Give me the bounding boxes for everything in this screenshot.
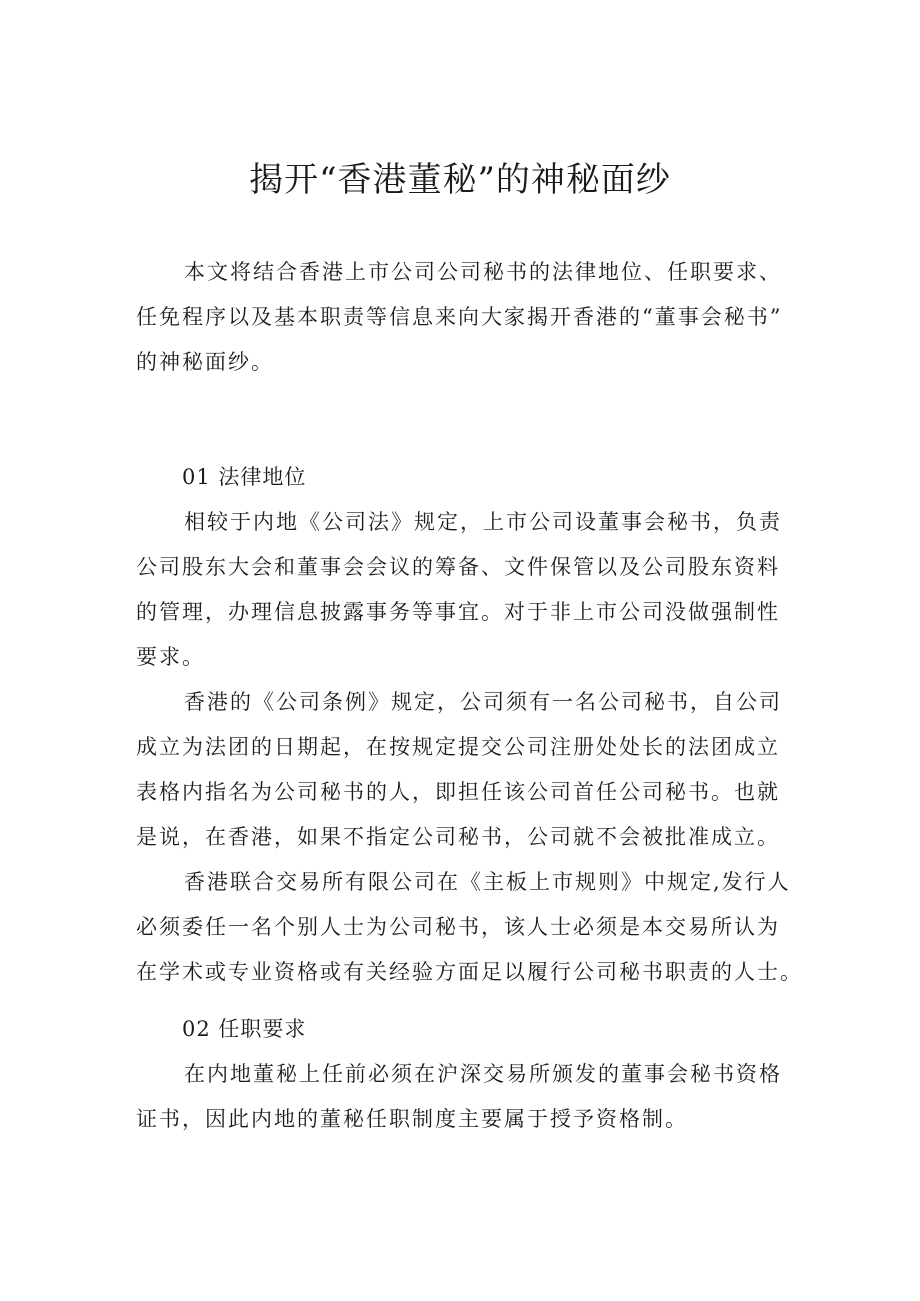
- paragraph: [136, 500, 796, 680]
- text-line: 的神秘面纱。: [136, 350, 274, 374]
- text-line: 本文将结合香港上市公司公司秘书的法律地位、任职要求、: [184, 260, 782, 284]
- text-line: 表格内指名为公司秘书的人，即担任该公司首任公司秘书。也就: [136, 780, 780, 804]
- text-line: 在内地董秘上任前必须在沪深交易所颁发的董事会秘书资格: [184, 1062, 782, 1086]
- document-title: 揭开“香港董秘”的神秘面纱: [249, 160, 671, 200]
- text-line: 任免程序以及基本职责等信息来向大家揭开香港的“董事会秘书”: [136, 305, 783, 329]
- text-line: 在学术或专业资格或有关经验方面足以履行公司秘书职责的人士。: [136, 960, 803, 984]
- paragraph: [136, 1052, 796, 1142]
- paragraph: [136, 680, 796, 860]
- intro-paragraph: [136, 250, 796, 385]
- section-heading-requirements: 02 任职要求: [182, 1017, 307, 1041]
- text-line: 是说，在香港，如果不指定公司秘书，公司就不会被批准成立。: [136, 825, 780, 849]
- document-body: [136, 250, 803, 1142]
- section-heading-legal-status: 01 法律地位: [182, 465, 307, 489]
- text-line: 成立为法团的日期起，在按规定提交公司注册处处长的法团成立: [136, 735, 780, 759]
- text-line: 相较于内地《公司法》规定，上市公司设董事会秘书，负责: [184, 510, 782, 534]
- text-line: 要求。: [136, 645, 205, 669]
- text-line: 的管理，办理信息披露事务等事宜。对于非上市公司没做强制性: [136, 600, 780, 624]
- text-line: 必须委任一名个别人士为公司秘书，该人士必须是本交易所认为: [136, 915, 780, 939]
- text-line: 香港的《公司条例》规定，公司须有一名公司秘书，自公司: [184, 690, 782, 714]
- text-line: 公司股东大会和董事会会议的筹备、文件保管以及公司股东资料: [136, 555, 780, 579]
- text-line: 香港联合交易所有限公司在《主板上市规则》中规定,发行人: [184, 870, 791, 894]
- paragraph: [136, 860, 803, 995]
- text-line: 证书，因此内地的董秘任职制度主要属于授予资格制。: [136, 1107, 688, 1131]
